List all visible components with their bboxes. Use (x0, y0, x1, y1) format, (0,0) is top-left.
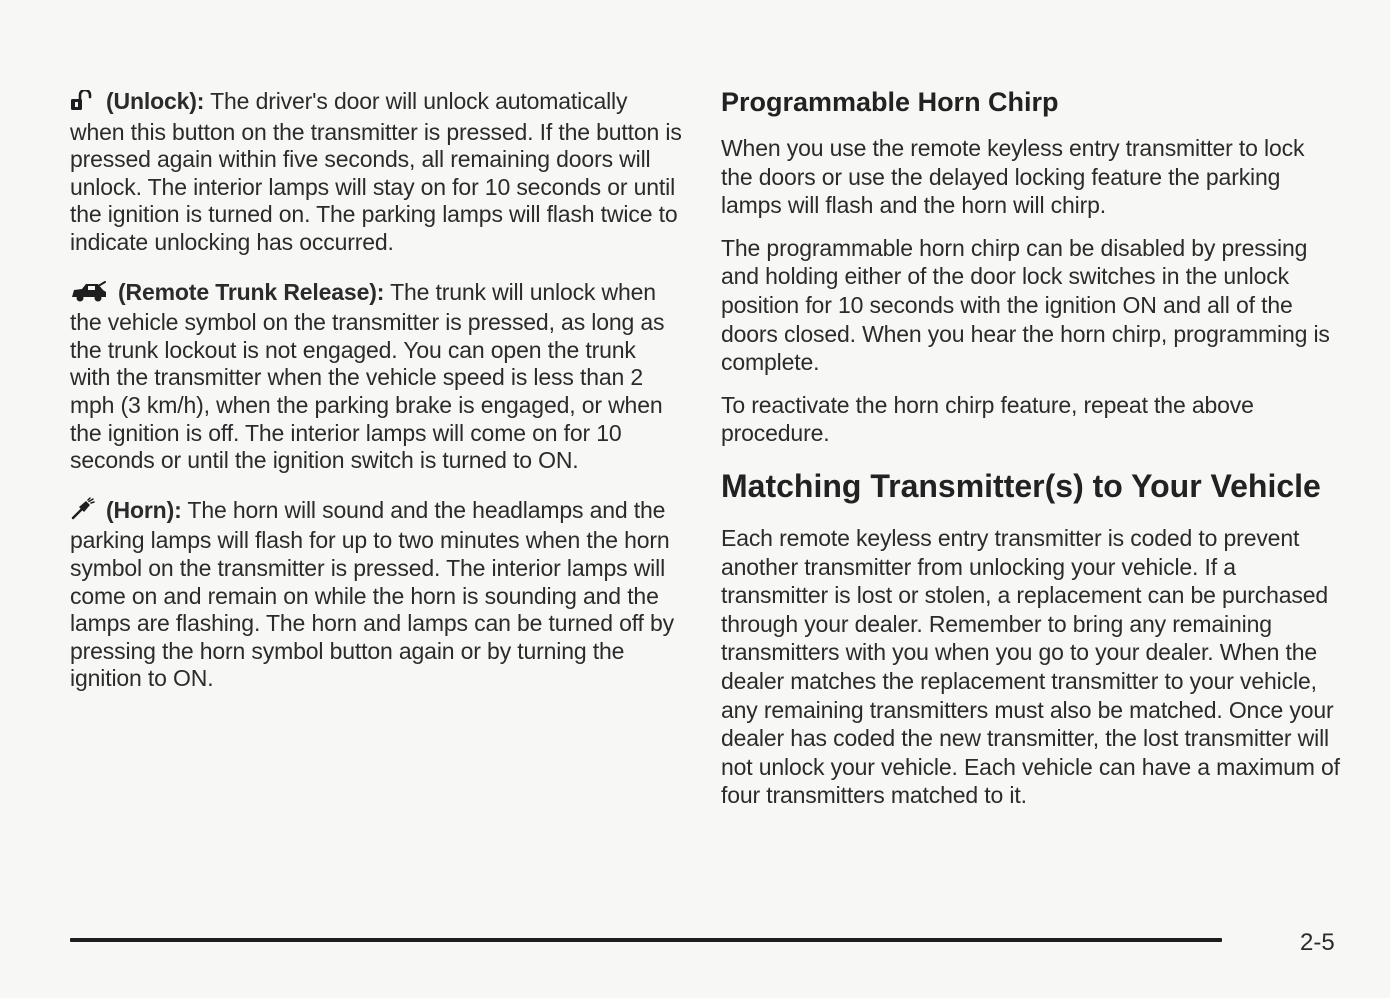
right-column (721, 86, 1341, 824)
unlock-paragraph (70, 88, 682, 257)
horn-term: (Horn): (106, 496, 182, 523)
horn-chirp-paragraph-2: The programmable horn chirp can be disabled by pressing and holding either of the door lock switches in the unlock position for 10 seconds with the ignition ON and all of the doors closed. When you hear the horn chirp, programming is complete. (721, 234, 1330, 376)
matching-heading: Matching Transmitter(s) to Your Vehicle (721, 467, 1321, 504)
left-column (70, 88, 682, 693)
horn-chirp-paragraph-3: To reactivate the horn chirp feature, repeat the above procedure. (721, 391, 1254, 447)
horn-chirp-paragraph-1: When you use the remote keyless entry transmitter to lock the doors or use the delayed locking feature the parking lamps will flash and the horn will chirp. (721, 135, 1305, 219)
footer-rule (70, 938, 1222, 942)
matching-paragraph: Each remote keyless entry transmitter is coded to prevent another transmitter from unlocking your vehicle. If a transmitter is lost or stolen, a replacement can be purchased through your dealer. Remember to bring any remaining transmitters with you when you go to your dealer. When the dealer matches the replacement transmitter to your vehicle, any remaining transmitters must also be matched. Once your dealer has coded the new transmitter, the lost transmitter will not unlock your vehicle. Each vehicle can have a maximum of four transmitters matched to it. (721, 524, 1340, 809)
horn-text: The horn will sound and the headlamps and the parking lamps will flash for up to two minutes when the horn symbol on the transmitter is pressed. The interior lamps will come on and remain on while the horn is sounding and the lamps are flashing. The horn and lamps can be turned off by pressing the horn symbol button again or by turning the ignition to ON. (70, 496, 675, 692)
horn-chirp-heading: Programmable Horn Chirp (721, 87, 1059, 117)
unlock-icon (70, 90, 96, 119)
vehicle-trunk-icon (70, 281, 108, 310)
horn-icon (70, 497, 96, 528)
page-number: 2-5 (1300, 929, 1335, 956)
unlock-term: (Unlock): (106, 88, 205, 114)
unlock-text: The driver's door will unlock automatically when this button on the transmitter is pressed. If the button is pressed again within five seconds, all remaining doors will unlock. The interior lamps will stay on for 10 seconds or until the ignition is turned on. The parking lamps will flash twice to indicate unlocking has occurred. (70, 88, 682, 255)
horn-paragraph (70, 497, 682, 693)
trunk-term: (Remote Trunk Release): (118, 278, 385, 305)
trunk-paragraph (70, 279, 682, 475)
trunk-text: The trunk will unlock when the vehicle symbol on the transmitter is pressed, as long as the trunk lockout is not engaged. You can open the trunk with the transmitter when the vehicle speed is less than 2 mph (3 km/h), when the parking brake is engaged, or when the ignition is off. The interior lamps will come on for 10 seconds or until the ignition switch is turned to ON. (70, 278, 665, 474)
